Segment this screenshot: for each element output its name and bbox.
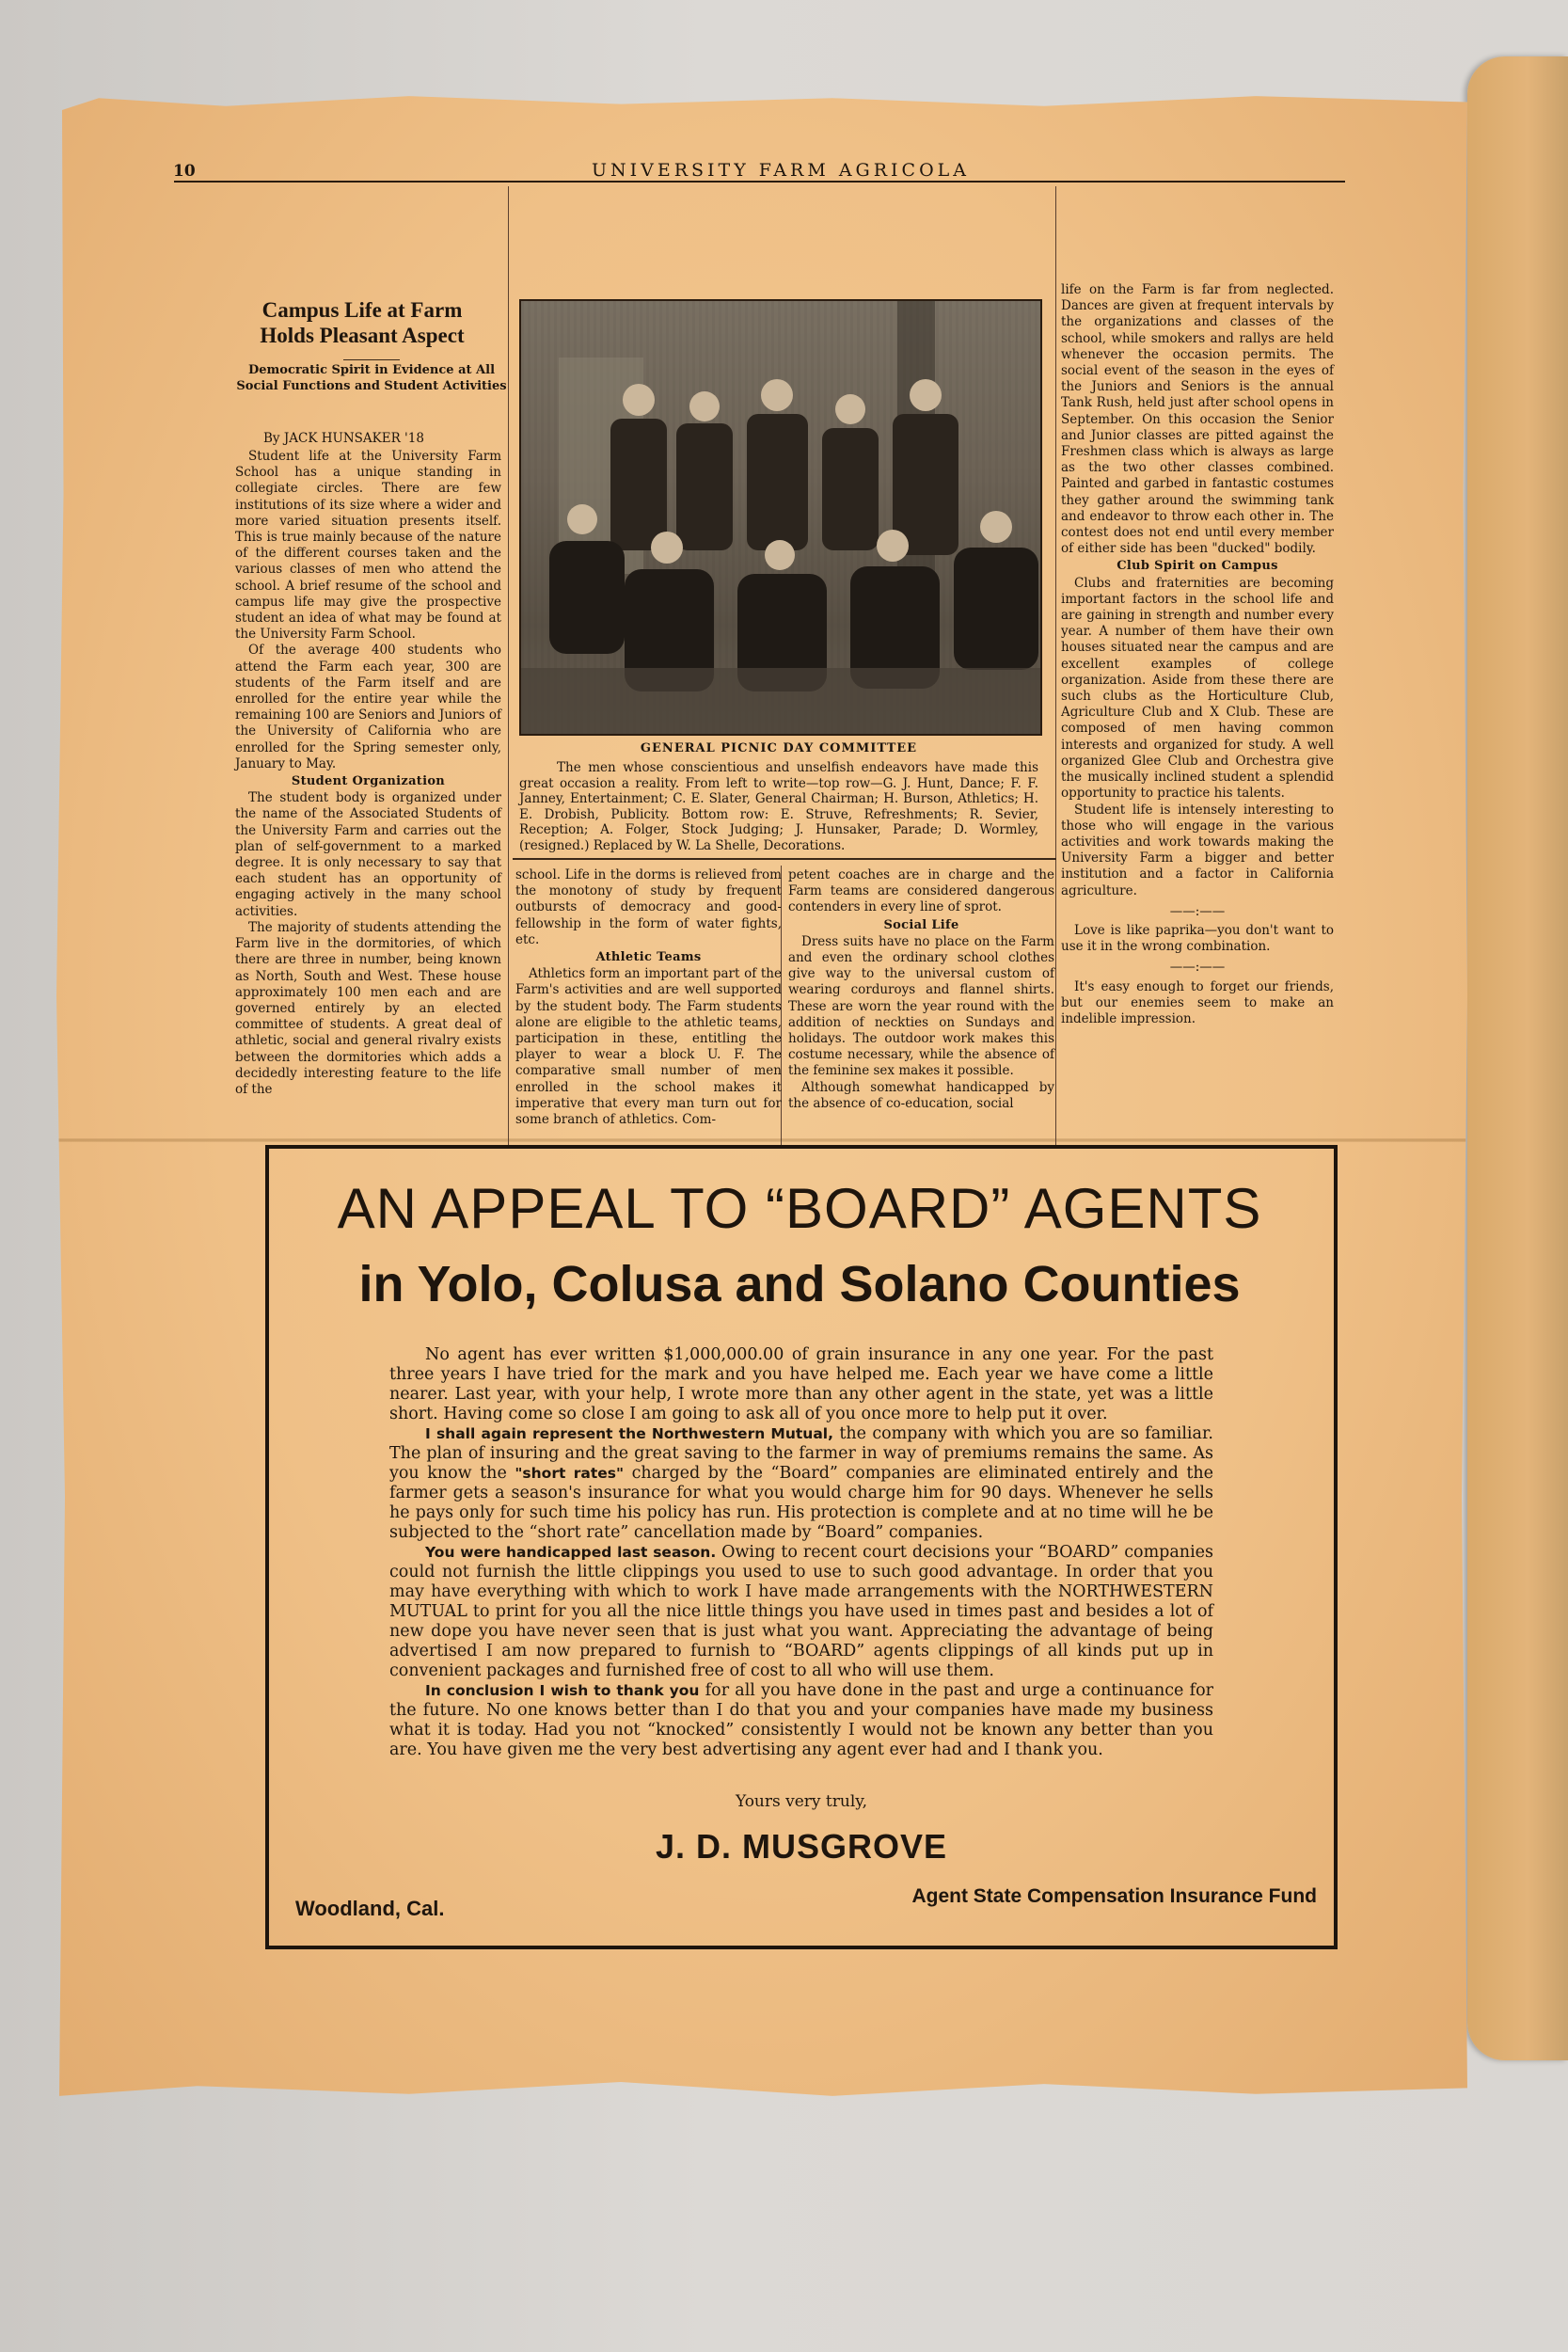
headline-rule: [343, 359, 400, 360]
section-subhead: Club Spirit on Campus: [1117, 559, 1278, 574]
ad-paragraph: No agent has ever written $1,000,000.00 of grain insurance in any one year. For the past three years I have tried for the mark and you have helped me. Each year we have come a little nearer. Last year, with your help, I wrote more than any other agent in the state, yet was a little short. Having come so close I am going to ask all of you once more to help put it over.: [389, 1345, 1213, 1423]
ad-signature: J. D. MUSGROVE: [655, 1827, 948, 1866]
ad-paragraph: [389, 1424, 1213, 1543]
paragraph: Of the average 400 students who attend the Farm each year, 300 are students of the Farm itself and are enrolled for the entire year while the remaining 100 are Seniors and Juniors of the University of California who are enrolled for the Spring semester only, January to May.: [235, 643, 501, 771]
ad-emphasis: I shall again represent the Northwestern Mutual,: [425, 1425, 833, 1442]
paragraph: Student life is intensely interesting to those who will engage in the various activities and work towards making the University Farm a bigger and better institution and a factor in California agriculture.: [1061, 802, 1334, 898]
page-fold-crease: [56, 1138, 1467, 1142]
ad-text: the company with which you are so familiar. The plan of insuring and the great saving to the farmer in way of premiums remains the same. As you know the: [389, 1424, 1213, 1483]
section-subhead: Athletic Teams: [595, 950, 702, 965]
ad-text: Owing to recent court decisions your “BOARD” companies could not furnish the little clippings you used to use to such good advantage. In order that you may have everything with which to work I have made arrangements with the NORTHWESTERN MUTUAL to print for you all the nice little things you have used in times past and besides a lot of new dope you have never seen that is just what you want. Appreciating the advantage of being advertised I am now prepared to furnish to “BOARD” agents clippings of all kinds put up in convenient packages and furnished free of cost to all who will use them.: [389, 1543, 1213, 1680]
article-column-4: [1061, 282, 1334, 1027]
page-number: 10: [173, 162, 196, 181]
ad-paragraph: [389, 1681, 1213, 1760]
ad-emphasis: "short rates": [515, 1465, 625, 1482]
paragraph: petent coaches are in charge and the Farm teams are considered dangerous contenders in every line of sprot.: [788, 867, 1054, 915]
column-rule: [508, 186, 509, 1146]
headline-line-1: Campus Life at Farm: [261, 298, 463, 322]
article-headline: [216, 297, 508, 348]
section-subhead: Student Organization: [291, 774, 446, 789]
committee-photograph: [519, 299, 1042, 736]
paragraph: Student life at the University Farm School has a unique standing in collegiate circles. There are few institutions of its size where a wider and more varied situation presents itself. This is true mainly because of the nature of the different courses taken and the various classes of men who attend the school. A brief resume of the school and campus life may give the prospective student an idea of what may be found at the University Farm School.: [235, 449, 501, 643]
photo-caption-heading: GENERAL PICNIC DAY COMMITTEE: [640, 741, 918, 755]
ad-text: charged by the “Board” companies are eliminated entirely and the farmer gets a season's insurance for what you would charge him for 90 days. Whenever he sells he pays only for such time his policy has run. His protection is complete and at no time will he be subjected to the “short rate” cancellation made by “Board” companies.: [389, 1464, 1213, 1542]
filler-paragraph: Love is like paprika—you don't want to use it in the wrong combination.: [1061, 922, 1334, 955]
publication-title: UNIVERSITY FARM AGRICOLA: [591, 160, 971, 181]
caption-rule: [513, 858, 1056, 860]
column-rule: [1055, 186, 1056, 1146]
ad-emphasis: You were handicapped last season.: [425, 1544, 717, 1561]
section-subhead: Social Life: [883, 917, 959, 932]
adjacent-page-edge: [1467, 56, 1568, 2060]
ad-body: [389, 1345, 1213, 1760]
separator-dots: ——:——: [1169, 960, 1226, 976]
paragraph: Although somewhat handicapped by the absence of co-education, social: [788, 1079, 1054, 1111]
ad-emphasis: In conclusion I wish to thank you: [425, 1682, 700, 1699]
ad-agent-title: Agent State Compensation Insurance Fund: [911, 1885, 1317, 1907]
ad-headline: AN APPEAL TO “BOARD” AGENTS: [337, 1177, 1262, 1240]
paragraph: school. Life in the dorms is relieved from the monotony of study by frequent outbursts of democracy and good-fellowship in the form of water fights, etc.: [515, 867, 782, 947]
article-column-1: [235, 449, 501, 1098]
headline-line-2: Holds Pleasant Aspect: [260, 324, 465, 347]
article-byline: [235, 431, 508, 446]
article-column-3: [788, 867, 1054, 1112]
paragraph: Dress suits have no place on the Farm and even the ordinary school clothes give way to the universal custom of wearing corduroys and flannel shirts. These are worn the year round with the addition of neckties on Sundays and holidays. The outdoor work makes this costume necessary, while the absence of the feminine sex makes it possible.: [788, 933, 1054, 1079]
ad-paragraph: [389, 1543, 1213, 1681]
paragraph: The student body is organized under the name of the Associated Students of the University Farm and carries out the plan of self-government to a marked degree. It is only necessary to say that each student has an opportunity of engaging actively in the many school activities.: [235, 790, 501, 919]
ad-closing: Yours very truly,: [735, 1792, 868, 1811]
paragraph: Clubs and fraternities are becoming important factors in the school life and are gaining in strength and number every year. A number of them have their own houses situated near the campus and are excellent examples of college organization. Aside from these there are such clubs as the Horticulture Club, Agriculture Club and X Club. These are composed of men having common interests and organized for study. A well organized Glee Club and Orchestra give the musically inclined student a splendid opportunity to practice his talents.: [1061, 575, 1334, 802]
photo-illustration: [521, 301, 1040, 734]
ad-subheadline: in Yolo, Colusa and Solano Counties: [358, 1256, 1241, 1312]
paragraph: life on the Farm is far from neglected. Dances are given at frequent intervals by the organizations and classes of the school, while smokers and rallys are held whenever the occasion permits. The social event of the season in the eyes of the Juniors and Seniors is the annual Tank Rush, held just after school opens in September. On this occasion the Senior and Junior classes are pitted against the Freshmen class which is always as large as the two other classes combined. Painted and garbed in fantastic costumes they gather around the swimming tank and endeavor to throw each other in. The contest does not end until every member of either side has been "ducked" bodily.: [1061, 282, 1334, 557]
ad-location: Woodland, Cal.: [295, 1897, 445, 1920]
photo-caption: The men whose conscientious and unselfish endeavors have made this great occasion a reality. From left to write—top row—G. J. Hunt, Dance; F. F. Janney, Entertainment; C. E. Slater, General Chairman; H. Burson, Athletics; H. E. Drobish, Publicity. Bottom row: E. Struve, Refreshments; R. Sevier, Reception; A. Folger, Stock Judging; J. Hunsaker, Parade; D. Wormley, (resigned.) Replaced by W. La Shelle, Decorations.: [519, 760, 1038, 853]
article-deck: Democratic Spirit in Evidence at All Social Functions and Student Activities: [236, 363, 507, 393]
filler-paragraph: It's easy enough to forget our friends, but our enemies seem to make an indelible impression.: [1061, 978, 1334, 1026]
byline-text: By JACK HUNSAKER '18: [263, 431, 424, 446]
paragraph: Athletics form an important part of the Farm's activities and are well supported by the student body. The Farm students alone are eligible to the athletic teams, participation in these, entitling the player to wear a block U. F. The comparative small number of men enrolled in the school makes it imperative that every man turn out for some branch of athletics. Com-: [515, 966, 782, 1128]
article-column-2: [515, 867, 782, 1128]
ad-text: for all you have done in the past and urge a continuance for the future. No one knows better than I do that you and your companies have made my business what it is today. Had you not “knocked” consistently I would not be known any better than you are. You have given me the very best advertising any agent ever had and I thank you.: [389, 1681, 1213, 1759]
paragraph: The majority of students attending the Farm live in the dormitories, of which there are three in number, being known as North, South and West. These house approximately 100 men each and are governed entirely by an elected committee of students. A great deal of athletic, social and general rivalry exists between the dormitories which adds a decidedly interesting feature to the life of the: [235, 919, 501, 1097]
separator-dots: ——:——: [1169, 903, 1226, 919]
header-rule: [174, 181, 1345, 183]
